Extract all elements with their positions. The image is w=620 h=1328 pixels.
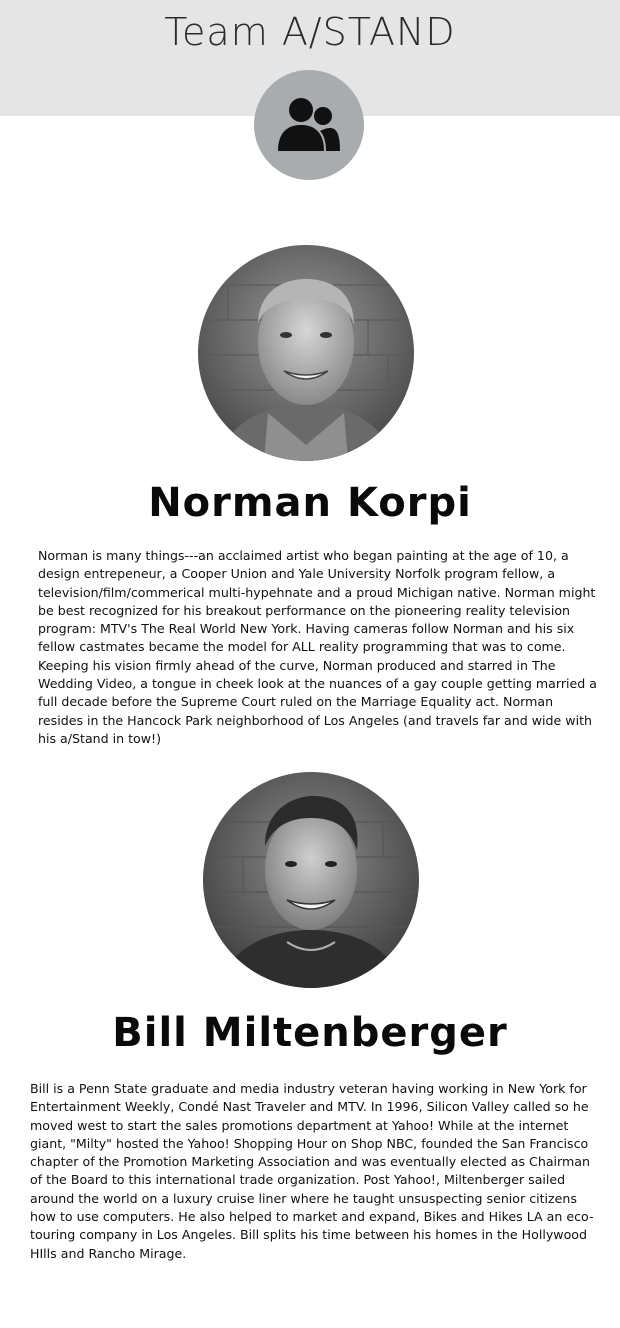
member-bio: Bill is a Penn State graduate and media industry veteran having working in New York for Entertainment Weekly, Condé Nast Traveler and MTV. In 1996, Silicon Valley called so he moved west to start the sales promotions department at Yahoo! While at the internet giant, "Milty" hosted the Yahoo! Shopping Hour on Shop NBC, founded the San Francisco chapter of the Promotion Marketing Association and was eventually elected as Chairman of the Board to this international trade organization. Post Yahoo!, Miltenberger sailed around the world on a luxury cruise liner where he taught unsuspecting senior citizens how to use computers. He also helped to market and expand, Bikes and Hikes LA an eco-touring company in Los Angeles. Bill splits his time between his homes in the Hollywood HIlls and Rancho Mirage. xyxy=(30,1081,594,1261)
member-photo xyxy=(203,772,419,988)
page-title: Team A/STAND xyxy=(164,10,456,54)
portrait-photo xyxy=(203,772,419,988)
member-photo xyxy=(198,245,414,461)
group-icon xyxy=(276,95,342,155)
member-name: Norman Korpi xyxy=(148,480,472,526)
member-bio: Norman is many things---an acclaimed artist who began painting at the age of 10, a design entrepeneur, a Cooper Union and Yale University Norfolk program fellow, a television/film/commerical multi-hypehnate and a proud Michigan native. Norman might be best recognized for his breakout performance on the pioneering reality television program: MTV's The Real World New York. Having cameras follow Norman and his six fellow castmates became the model for ALL reality programming that was to come. Keeping his vision firmly ahead of the curve, Norman produced and starred in The Wedding Video, a tongue in cheek look at the nuances of a gay couple getting married a full decade before the Supreme Court ruled on the Marriage Equality act. Norman resides in the Hancock Park neighborhood of Los Angeles (and travels far and wide with his a/Stand in tow!) xyxy=(38,548,597,746)
team-badge xyxy=(254,70,364,180)
portrait-photo xyxy=(198,245,414,461)
member-name: Bill Miltenberger xyxy=(112,1010,508,1056)
